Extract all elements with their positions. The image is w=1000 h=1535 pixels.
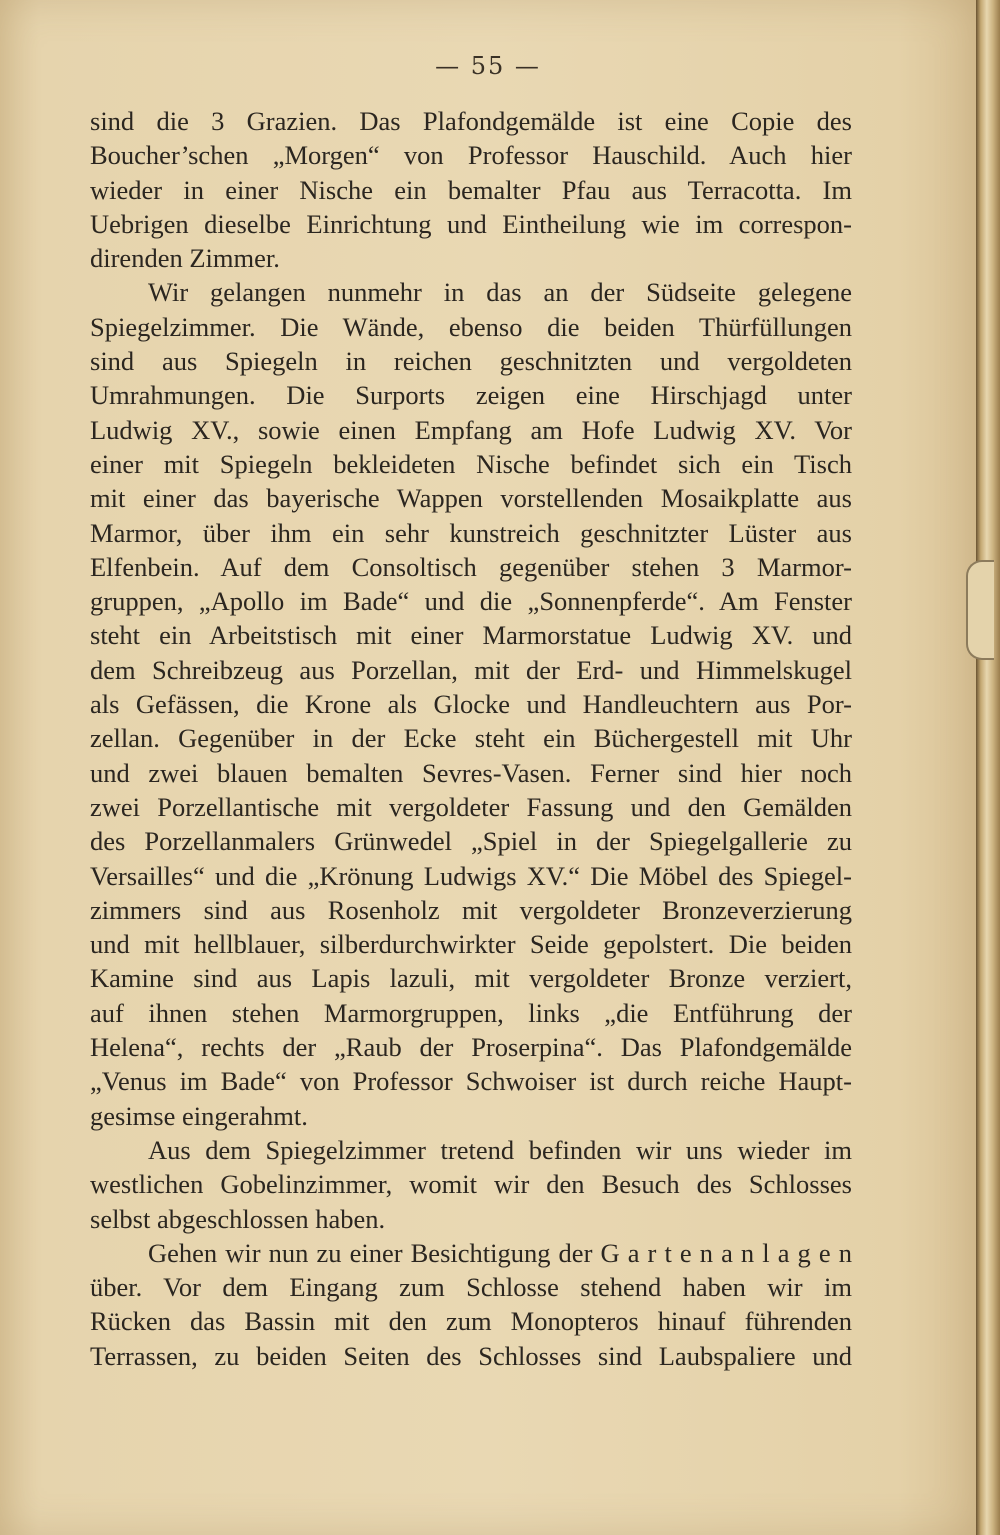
- text-line: Boucher’schen „Morgen“ von Professor Hauschild. Auch hier: [90, 140, 852, 171]
- text-line: sind die 3 Grazien. Das Plafondgemälde ist eine Copie des: [90, 106, 852, 136]
- text-line: Kamine sind aus Lapis lazuli, mit vergoldeter Bronze verziert,: [90, 963, 852, 994]
- text-line: Terrassen, zu beiden Seiten des Schlosses sind Laubspaliere und: [90, 1340, 852, 1371]
- text-line: Umrahmungen. Die Surports zeigen eine Hirschjagd unter: [90, 380, 852, 411]
- text-line: „Venus im Bade“ von Professor Schwoiser ist durch reiche Haupt-: [90, 1066, 852, 1097]
- text-line: Ludwig XV., sowie einen Empfang am Hofe Ludwig XV. Vor: [90, 414, 852, 445]
- text-line: als Gefässen, die Krone als Glocke und Handleuchtern aus Por-: [90, 689, 852, 720]
- text-line: über. Vor dem Eingang zum Schlosse stehend haben wir im: [90, 1272, 852, 1303]
- text-line: Aus dem Spiegelzimmer tretend befinden wir uns wieder im: [148, 1134, 852, 1165]
- text-line: Marmor, über ihm ein sehr kunstreich geschnitzter Lüster aus: [90, 517, 852, 548]
- page-clip-mark: [966, 560, 994, 660]
- page-number: — 55 —: [435, 52, 541, 80]
- text-line: und mit hellblauer, silberdurchwirkter Seide gepolstert. Die beiden: [90, 929, 852, 960]
- text-line: zellan. Gegenüber in der Ecke steht ein Büchergestell mit Uhr: [90, 723, 852, 754]
- text-line: Rücken das Bassin mit den zum Monopteros hinauf führenden: [90, 1306, 852, 1337]
- text-line: des Porzellanmalers Grünwedel „Spiel in der Spiegelgallerie zu: [90, 826, 852, 857]
- text-line: zwei Porzellantische mit vergoldeter Fassung und den Gemälden: [90, 791, 852, 822]
- text-line: einer mit Spiegeln bekleideten Nische befindet sich ein Tisch: [90, 448, 852, 479]
- text-line: wieder in einer Nische ein bemalter Pfau aus Terracotta. Im: [90, 174, 852, 205]
- text-line: sind aus Spiegeln in reichen geschnitzten und vergoldeten: [90, 346, 852, 377]
- text-line: zimmers sind aus Rosenholz mit vergoldeter Bronzeverzierung: [90, 894, 852, 925]
- text-line: direnden Zimmer.: [90, 243, 280, 274]
- body-text: [90, 104, 852, 1373]
- text-line: dem Schreibzeug aus Porzellan, mit der Erd- und Himmelskugel: [90, 654, 852, 685]
- text-line: und zwei blauen bemalten Sevres-Vasen. Ferner sind hier noch: [90, 757, 852, 788]
- text-line: gesimse eingerahmt.: [90, 1100, 308, 1131]
- text-line: Gehen wir nun zu einer Besichtigung der G a r t e n a n l a g e n: [148, 1237, 852, 1268]
- text-line: steht ein Arbeitstisch mit einer Marmorstatue Ludwig XV. und: [90, 620, 852, 651]
- text-line: selbst abgeschlossen haben.: [90, 1203, 386, 1234]
- text-line: auf ihnen stehen Marmorgruppen, links „die Entführung der: [90, 997, 852, 1028]
- text-line: Wir gelangen nunmehr in das an der Südseite gelegene: [148, 277, 852, 308]
- text-line: Spiegelzimmer. Die Wände, ebenso die beiden Thürfüllungen: [90, 311, 852, 342]
- text-line: gruppen, „Apollo im Bade“ und die „Sonnenpferde“. Am Fenster: [90, 586, 852, 617]
- text-line: Uebrigen dieselbe Einrichtung und Eintheilung wie im correspon-: [90, 208, 852, 239]
- text-line: Elfenbein. Auf dem Consoltisch gegenüber stehen 3 Marmor-: [90, 551, 852, 582]
- text-line: Versailles“ und die „Krönung Ludwigs XV.“ Die Möbel des Spiegel-: [90, 860, 852, 891]
- page-edge: [976, 0, 1000, 1535]
- text-line: mit einer das bayerische Wappen vorstellenden Mosaikplatte aus: [90, 483, 852, 514]
- text-line: westlichen Gobelinzimmer, womit wir den Besuch des Schlosses: [90, 1169, 852, 1200]
- text-line: Helena“, rechts der „Raub der Proserpina“. Das Plafondgemälde: [90, 1032, 852, 1063]
